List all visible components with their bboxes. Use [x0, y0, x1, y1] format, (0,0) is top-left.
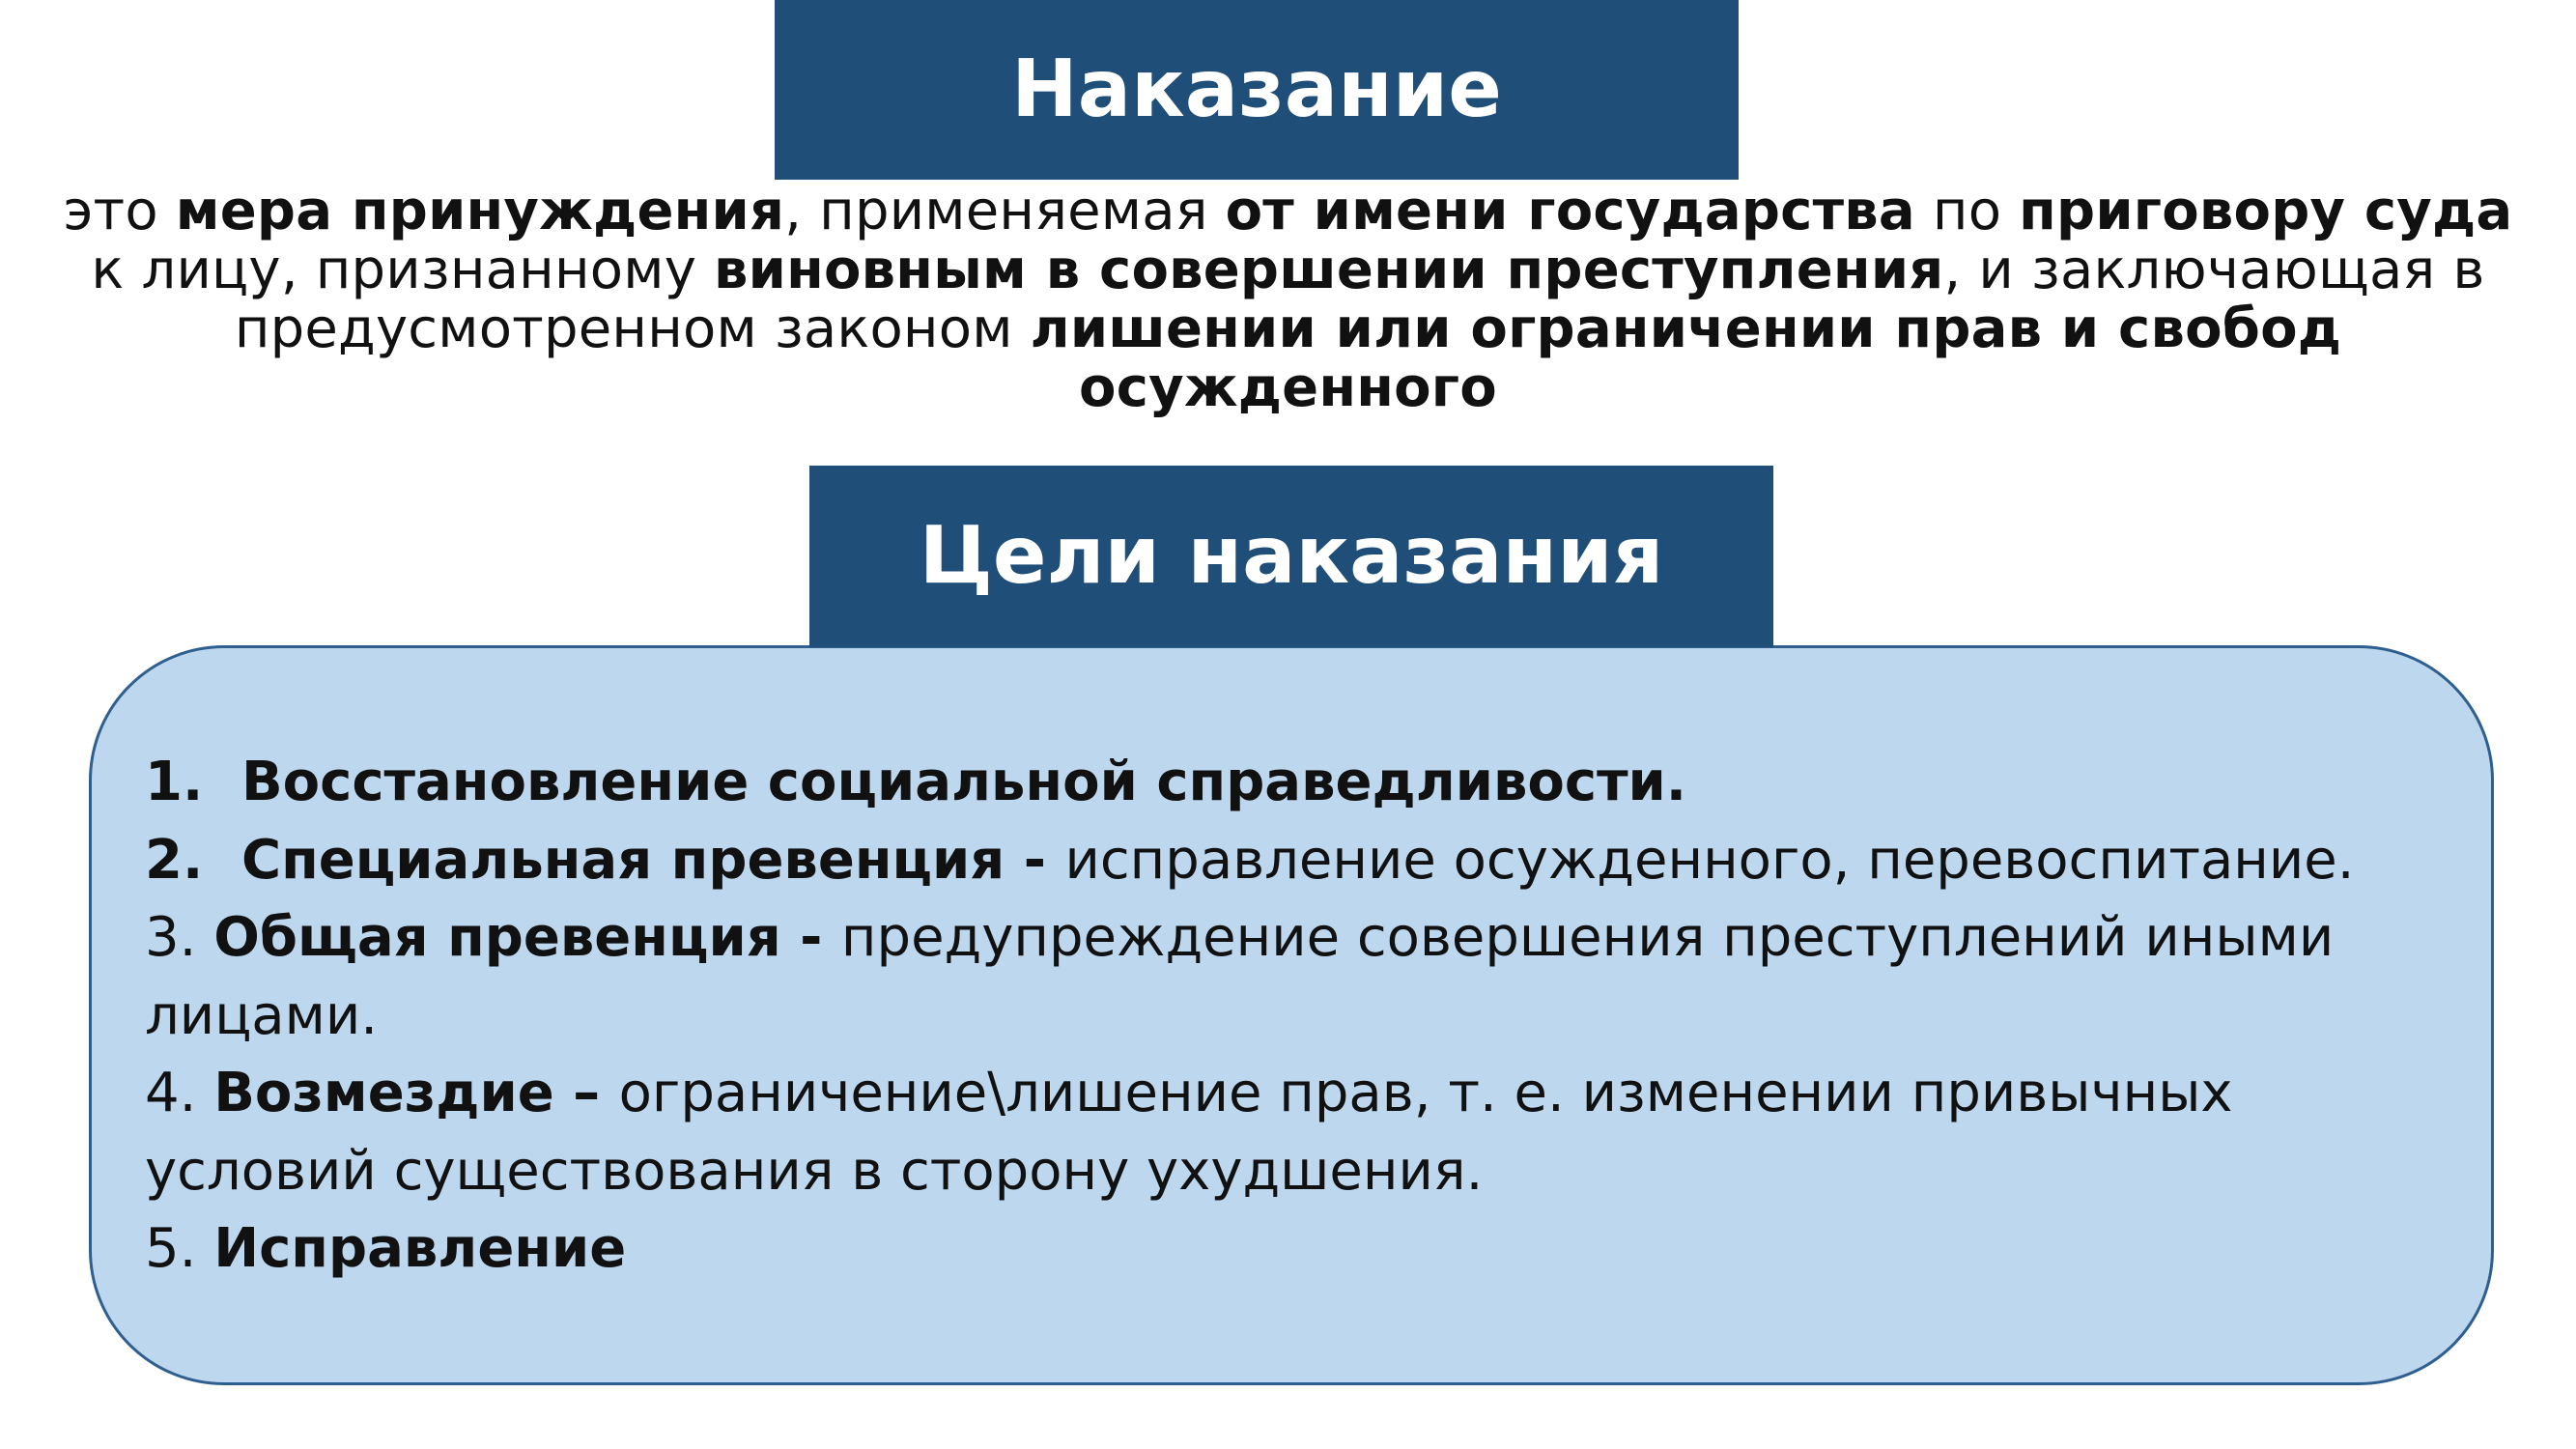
definition-part: , и заключающая в предусмотренном законом	[234, 239, 2485, 360]
definition-part: это	[63, 180, 176, 242]
definition-term: от имени государства	[1225, 180, 1915, 242]
goals-heading: Цели наказания	[919, 510, 1664, 602]
goals-list	[145, 744, 2444, 1289]
goal-item-3	[145, 899, 2444, 1055]
goal-description: исправление осужденного, перевоспитание.	[1064, 828, 2355, 892]
goal-description: предупреждение совершения преступлений иными лицами.	[145, 906, 2335, 1047]
goal-number: 5.	[145, 1217, 214, 1280]
definition-part: , применяемая	[784, 180, 1226, 242]
definition-part: по	[1914, 180, 2020, 242]
goal-number: 4.	[145, 1062, 214, 1124]
definition-term: лишении или ограничении прав и свобод осужденного	[1030, 298, 2342, 419]
goal-description: ограничение\лишение прав, т. е. изменении привычных условий существования в сторону ухудшения.	[145, 1062, 2233, 1203]
goal-number: 2.	[145, 828, 204, 892]
goal-item-2	[145, 822, 2444, 900]
goal-title: Общая превенция -	[213, 906, 841, 969]
goal-title: Исправление	[213, 1217, 627, 1280]
goal-title: Возмездие –	[213, 1062, 619, 1124]
page-title: Наказание	[1011, 43, 1502, 135]
definition-part: к лицу, признанному	[91, 239, 715, 301]
goal-title: Восстановление социальной справедливости.	[241, 751, 1687, 813]
definition-term: виновным в совершении преступления	[714, 239, 1944, 301]
goals-banner	[809, 466, 1773, 647]
goal-number: 1.	[145, 751, 204, 813]
goal-item-5	[145, 1210, 2444, 1289]
definition-term: приговору суда	[2019, 180, 2513, 242]
goal-item-1	[145, 744, 2444, 822]
goal-number: 3.	[145, 906, 214, 969]
definition-term: мера принуждения	[175, 180, 785, 242]
goal-item-4	[145, 1055, 2444, 1210]
title-banner	[775, 0, 1739, 180]
definition-text	[58, 182, 2518, 417]
goal-title: Специальная превенция -	[241, 828, 1065, 892]
